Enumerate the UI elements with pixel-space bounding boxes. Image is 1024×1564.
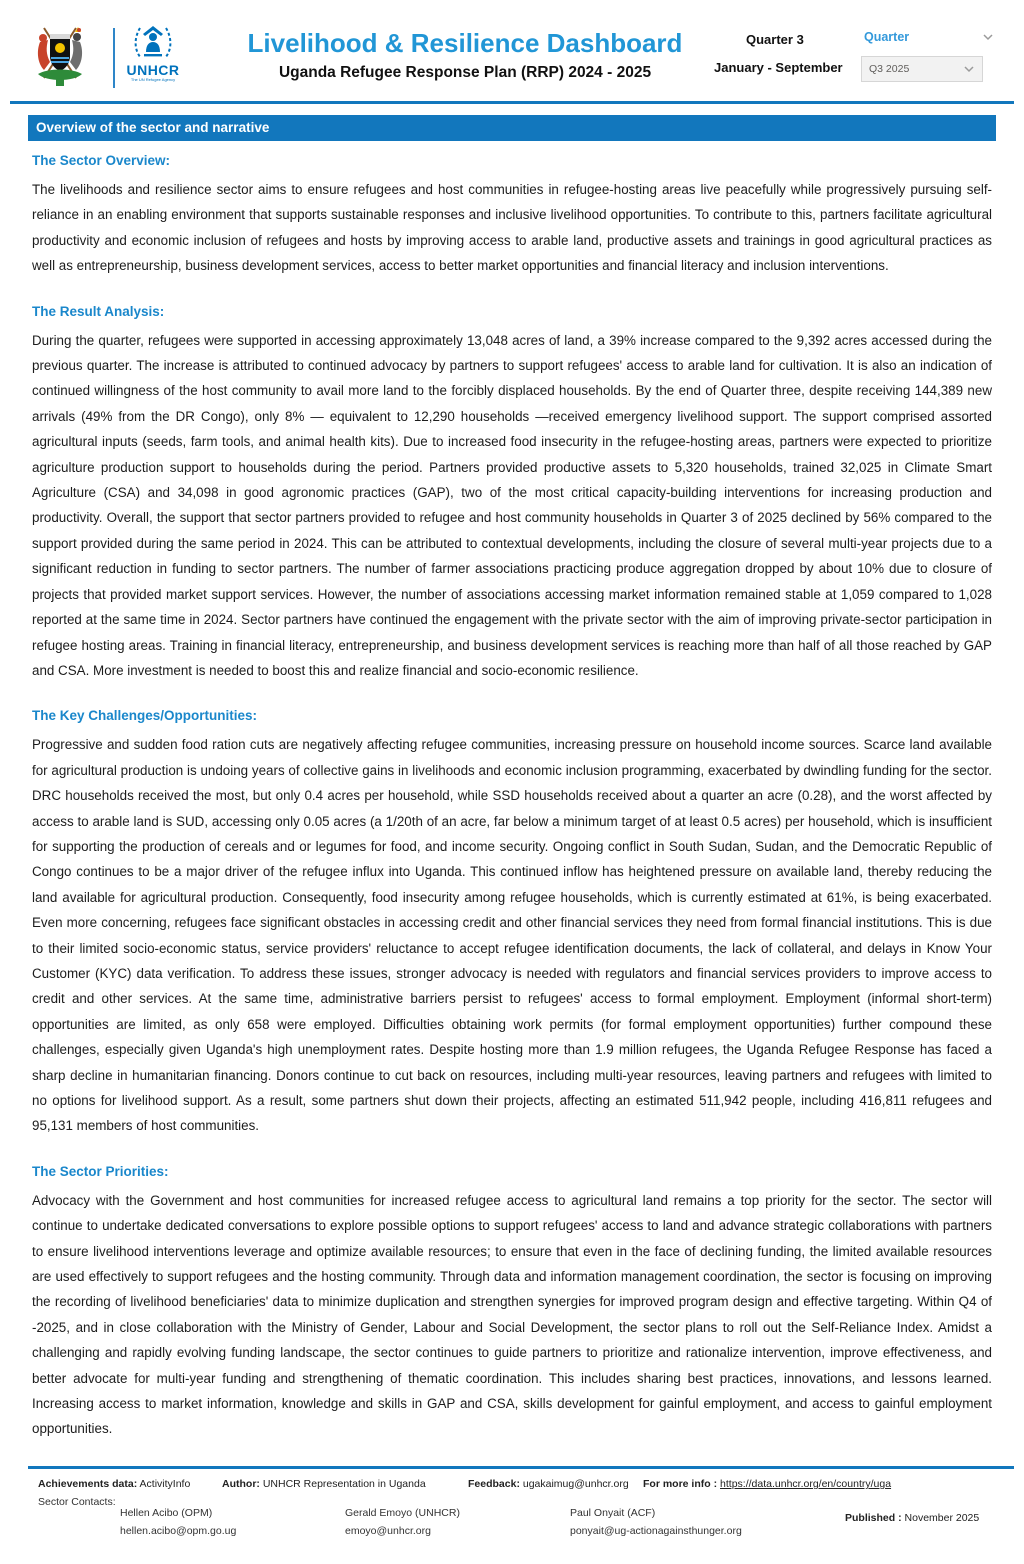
section-band-title: Overview of the sector and narrative bbox=[28, 115, 996, 141]
contact-email: emoyo@unhcr.org bbox=[345, 1525, 431, 1537]
published-label: Published : bbox=[845, 1512, 902, 1524]
contact-email: ponyait@ug-actionagainsthunger.org bbox=[570, 1525, 742, 1537]
published-item bbox=[845, 1512, 979, 1524]
key-challenges-body: Progressive and sudden food ration cuts are negatively affecting refugee communities, increasing pressure on household income sources. Scarce land available for agricultural production is undoing years of collective gains in livelihoods and economic inclusion programming, exacerbated by dwindling funding for the sector. DRC households received the most, but only 0.4 acres per household, while SSD households received about a quarter an acre (0.28), and the worst affected by access to arable land is SUD, accessing only 0.05 acres (a 1/20th of an acre, far below a minimum target of at least 0.5 acres) per household, which is insufficient for supporting the production of cereals and or legumes for food, and income security. Ongoing conflict in South Sudan, Sudan, and the Democratic Republic of Congo continues to be a major driver of the refugee influx into Uganda. This continued inflow has heightened pressure on available land, thereby reducing the land available for agricultural production. Consequently, food insecurity among refugee households, which is currently estimated at 61%, is being exacerbated. Even more concerning, refugees face significant obstacles in accessing credit and other financial services they need from formal financial institutions. This is due to their limited socio-economic status, service providers' reluctance to accept refugee identification documents, the lack of collateral, and delays in Know Your Customer (KYC) data verification. To address these issues, stronger advocacy is needed with regulators and financial services providers to improve access to credit and other services. At the same time, administrative barriers persist to refugees' access to formal employment. Employment (informal short-term) opportunities are limited, as only 658 were employed. Difficulties obtaining work permits (for formal employment opportunities) further compound these challenges, especially given Uganda's high unemployment rates. Despite hosting more than 1.9 million refugees, the Uganda Refugee Response has faced a sharp decline in humanitarian financing. Donors continue to cut back on resources, including multi-year resources, leaving partners and refugees with limited to no options for livelihood support. As a result, some partners shut down their projects, affecting an estimated 511,942 people, including 416,811 refugees and 95,131 members of host communities. bbox=[32, 737, 992, 1134]
main-content bbox=[28, 115, 996, 1442]
unhcr-logo bbox=[124, 22, 182, 90]
achievements-data-label: Achievements data: bbox=[38, 1478, 138, 1490]
more-info-item bbox=[643, 1478, 891, 1490]
uganda-coat-of-arms-logo bbox=[34, 22, 86, 90]
sector-overview-heading: The Sector Overview: bbox=[32, 153, 171, 168]
slicer-title: Quarter bbox=[864, 30, 910, 44]
quarter-dropdown[interactable] bbox=[861, 56, 983, 82]
quarter-dropdown-value: Q3 2025 bbox=[869, 63, 910, 75]
sector-contacts-label: Sector Contacts: bbox=[38, 1496, 116, 1508]
header-divider bbox=[10, 101, 1014, 104]
sector-overview-body: The livelihoods and resilience sector aims to ensure refugees and host communities in refugee-hosting areas live peacefully while progressively pursuing self-reliance in an enabling environment that supports sustainable responses and inclusive livelihood opportunities. To contribute to this, partners facilitate agricultural productivity and economic inclusion of refugees and hosts by improving access to arable land, productive assets and trainings in good agricultural practices as well as entrepreneurship, business development services, access to better market opportunities and financial literacy and inclusion interventions. bbox=[32, 182, 992, 274]
unhcr-logo-wordmark: UNHCR bbox=[126, 62, 180, 78]
page-subtitle: Uganda Refugee Response Plan (RRP) 2024 - 2025 bbox=[278, 64, 652, 81]
author-value: UNHCR Representation in Uganda bbox=[262, 1478, 426, 1490]
logo-divider bbox=[113, 28, 115, 88]
contact-email: hellen.acibo@opm.go.ug bbox=[120, 1525, 237, 1537]
page-footer bbox=[0, 1466, 1024, 1564]
more-info-link[interactable]: https://data.unhcr.org/en/country/uga bbox=[720, 1478, 892, 1490]
chevron-down-icon[interactable] bbox=[982, 31, 994, 43]
result-analysis-body: During the quarter, refugees were supported in accessing approximately 13,048 acres of land, a 39% increase compared to the 9,392 acres accessed during the previous quarter. The increase is attributed to continued advocacy by partners to support refugees' access to arable land for cultivation. It is also an indication of continued willingness of the host community to avail more land to the forcibly displaced households. By the end of Quarter three, despite receiving 144,389 new arrivals (49% from the DR Congo), only 8% — equivalent to 12,290 households —received emergency livelihood support. The support comprised assorted agricultural inputs (seeds, farm tools, and animal health kits). Due to increased food insecurity in the refugee-hosting areas, partners were expected to prioritize agriculture production support to households during the period. Partners provided productive assets to 5,320 households, trained 32,025 in Climate Smart Agriculture (CSA) and 34,098 in good agronomic practices (GAP), two of the most critical capacity-building interventions for increasing production and productivity. Overall, the support that sector partners provided to refugee and host community households in Quarter 3 of 2025 declined by 56% compared to the support provided during the same period in 2024. This can be attributed to contextual developments, including the closure of several multi-year projects due to a significant reduction in funding to sector partners. The number of farmer associations practicing produce aggregation dropped by about 10% due to closure of projects that provided market support services. However, the number of associations accessing market information remained stable at 1,059 compared to 1,028 reported at the same time in 2024. Sector partners have continued the engagement with the private sector with the aim of improving private-sector participation in refugee hosting areas. Training in financial literacy, entrepreneurship, and business development services is reaching more than half of all those reached by GAP and CSA. More investment is needed to boost this and realize financial and socio-economic resilience. bbox=[32, 332, 992, 678]
sector-priorities-heading: The Sector Priorities: bbox=[32, 1163, 169, 1179]
unhcr-logo-tagline: The UN Refugee Agency bbox=[130, 77, 176, 82]
achievements-data-value: ActivityInfo bbox=[139, 1478, 191, 1490]
chevron-down-icon[interactable] bbox=[963, 63, 975, 75]
result-analysis-heading: The Result Analysis: bbox=[32, 303, 165, 319]
quarter-number-label: Quarter 3 bbox=[746, 32, 804, 47]
more-info-label: For more info : bbox=[643, 1478, 718, 1490]
author-label: Author: bbox=[222, 1478, 260, 1490]
page-title: Livelihood & Resilience Dashboard bbox=[247, 28, 683, 58]
contact-name: Gerald Emoyo (UNHCR) bbox=[345, 1507, 460, 1519]
contact-name: Hellen Acibo (OPM) bbox=[120, 1507, 213, 1519]
published-value: November 2025 bbox=[904, 1512, 980, 1524]
feedback-email: ugakaimug@unhcr.org bbox=[522, 1478, 629, 1490]
contact-unhcr bbox=[345, 1504, 460, 1540]
contact-acf bbox=[570, 1504, 742, 1540]
feedback-label: Feedback: bbox=[468, 1478, 520, 1490]
quarter-period-label: January - September bbox=[714, 60, 843, 75]
author-item bbox=[222, 1478, 426, 1490]
key-challenges-heading: The Key Challenges/Opportunities: bbox=[32, 708, 258, 724]
page-header bbox=[0, 0, 1024, 103]
unhcr-emblem-icon bbox=[132, 22, 174, 64]
quarter-slicer bbox=[706, 26, 996, 88]
achievements-data-item bbox=[38, 1478, 190, 1490]
contact-opm bbox=[120, 1504, 236, 1540]
feedback-item bbox=[468, 1478, 629, 1490]
footer-divider bbox=[28, 1466, 1014, 1469]
contact-name: Paul Onyait (ACF) bbox=[570, 1507, 656, 1519]
sector-priorities-body: Advocacy with the Government and host communities for increased refugee access to agricultural land remains a top priority for the sector. The sector will continue to undertake dedicated conversations to explore possible options to support refugees' access to land and advance strategic collaborations with partners to ensure livelihood interventions leverage and optimize available resources; to ensure that even in the face of declining funding, the limited available resources are used effectively to support refugees and the hosting community. Through data and information management coordination, the sector is focusing on improving the recording of livelihood beneficiaries' data to minimize duplication and strengthen synergies for improved program design and effective targeting. Within Q4 of -2025, and in close collaboration with the Ministry of Gender, Labour and Social Development, the sector plans to roll out the Self-Reliance Index. Amidst a challenging and rapidly evolving funding landscape, the sector continues to guide partners to prioritize and rationalize intervention, improve effectiveness, and better advocate for multi-year funding and strengthening of thematic coordination. This includes sharing best practices, innovations, and lessons learned. Increasing access to market information, knowledge and skills in GAP and CSA, skills development for gainful employment, and access to gainful employment opportunities. bbox=[32, 1192, 992, 1437]
